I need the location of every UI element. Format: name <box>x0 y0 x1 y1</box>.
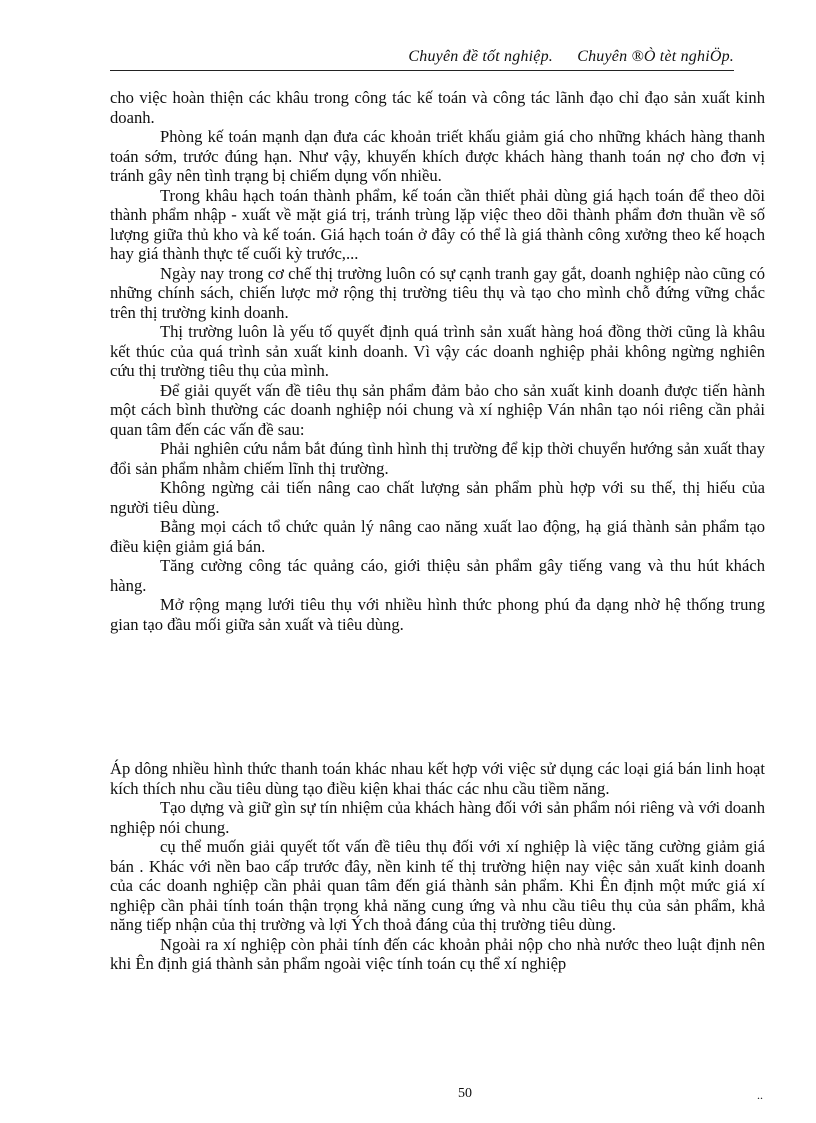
paragraph: Bằng mọi cách tổ chức quản lý nâng cao năng xuất lao động, hạ giá thành sản phẩm tạo điều kiện giảm giá bán. <box>110 517 765 556</box>
paragraph: Tạo dựng và giữ gìn sự tín nhiệm của khách hàng đối với sản phẩm nói riêng và với doanh nghiệp nói chung. <box>110 798 765 837</box>
paragraph: Thị trường luôn là yếu tố quyết định quá trình sản xuất hàng hoá đồng thời cũng là khâu kết thúc của quá trình sản xuất kinh doanh. Vì vậy các doanh nghiệp phải không ngừng nghiên cứu thị trường tiêu thụ của mình. <box>110 322 765 380</box>
paragraph: Ngày nay trong cơ chế thị trường luôn có sự cạnh tranh gay gắt, doanh nghiệp nào cũng có những chính sách, chiến lược mở rộng thị trường tiêu thụ và tạo cho mình chỗ đứng vững chắc trên thị trường kinh doanh. <box>110 263 765 322</box>
paragraph: Mở rộng mạng lưới tiêu thụ với nhiều hình thức phong phú đa dạng nhờ hệ thống trung gian tạo đầu mối giữa sản xuất và tiêu dùng. <box>110 595 765 634</box>
page-number: 50 <box>458 1086 472 1101</box>
paragraph: Để giải quyết vấn đề tiêu thụ sản phẩm đảm bảo cho sản xuất kinh doanh được tiến hành một cách bình thường các doanh nghiệp nói chung và xí nghiệp Ván nhân tạo nói riêng cần phải quan tâm đến các vấn đề sau: <box>110 380 765 439</box>
footer-dots: .. <box>757 1088 763 1102</box>
body-section-2 <box>110 759 765 974</box>
paragraph: cụ thể muốn giải quyết tốt vấn đề tiêu thụ đối với xí nghiệp là việc tăng cường giảm giá bán . Khác với nền bao cấp trước đây, nền kinh tế thị trường hiện nay việc sản xuất kinh doanh của các doanh nghiệp cần phải quan tâm đến giá thành sản phẩm. Khi Ên định một mức giá xí nghiệp cần phải tính toán thận trọng khả năng cung ứng và nhu cầu tiêu thụ của sản phẩm, khả năng tiếp nhận của thị trường và lợi Ých thoả đáng của thị trường tiêu dùng. <box>110 837 765 934</box>
header-title: Chuyên đề tốt nghiệp. <box>408 48 554 65</box>
paragraph: Ngoài ra xí nghiệp còn phải tính đến các khoản phải nộp cho nhà nước theo luật định nên khi Ên định giá thành sản phẩm ngoài việc tính toán cụ thể xí nghiệp <box>110 934 765 973</box>
paragraph: Phải nghiên cứu nắm bắt đúng tình hình thị trường để kịp thời chuyển hướng sản xuất thay đổi sản phẩm nhằm chiếm lĩnh thị trường. <box>110 439 765 478</box>
header-title-garbled: Chuyên ®Ò tèt nghiÖp. <box>577 48 734 65</box>
paragraph: Không ngừng cải tiến nâng cao chất lượng sản phẩm phù hợp với su thế, thị hiếu của người tiêu dùng. <box>110 478 765 517</box>
paragraph: Trong khâu hạch toán thành phẩm, kế toán cần thiết phải dùng giá hạch toán để theo dõi thành phẩm nhập - xuất về mặt giá trị, tránh trùng lặp việc theo dõi thành phẩm đơn thuần về số lượng giữa thủ kho và kế toán. Giá hạch toán ở đây có thể là giá thành công xưởng theo kế hoạch hay giá thành thực tế cuối kỳ trước,... <box>110 185 765 263</box>
body-section-1 <box>110 88 765 634</box>
paragraph: Tăng cường công tác quảng cáo, giới thiệu sản phẩm gây tiếng vang và thu hút khách hàng. <box>110 556 765 595</box>
paragraph: Áp dông nhiều hình thức thanh toán khác nhau kết hợp với việc sử dụng các loại giá bán linh hoạt kích thích nhu cầu tiêu dùng tạo điều kiện khai thác các nhu cầu tiềm năng. <box>110 759 765 798</box>
paragraph: Phòng kế toán mạnh dạn đưa các khoản triết khấu giảm giá cho những khách hàng thanh toán sớm, trước đúng hạn. Như vậy, khuyến khích được khách hàng thanh toán nợ cho đơn vị tránh gây nên tình trạng bị chiếm dụng vốn nhiều. <box>110 127 765 185</box>
paragraph: cho việc hoàn thiện các khâu trong công tác kế toán và công tác lãnh đạo chỉ đạo sản xuất kinh doanh. <box>110 88 765 127</box>
page-header <box>110 48 734 71</box>
